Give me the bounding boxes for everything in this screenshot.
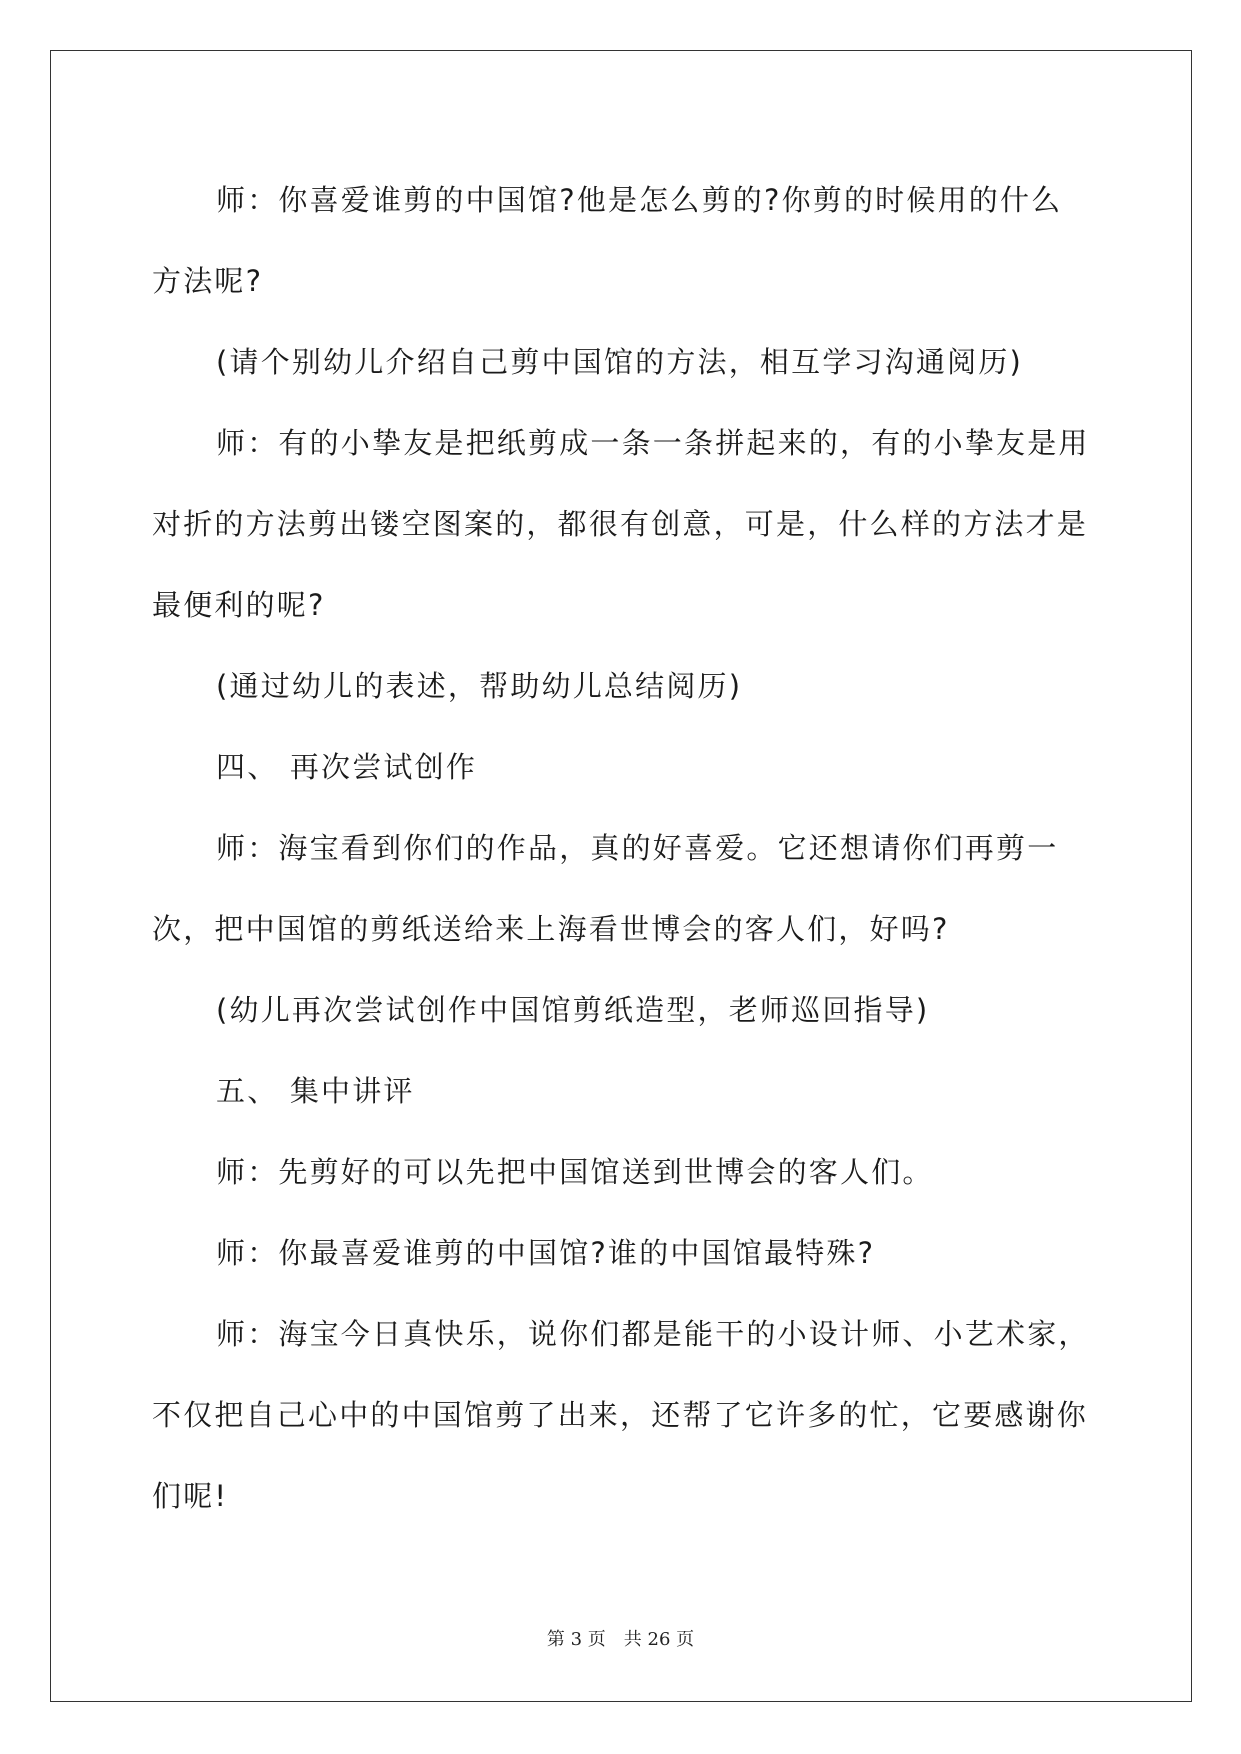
- page-number-footer: 第 3 页 共 26 页: [546, 1629, 695, 1650]
- section-heading: 五、 集中讲评: [216, 1074, 415, 1108]
- paragraph: (幼儿再次尝试创作中国馆剪纸造型，老师巡回指导): [216, 993, 930, 1027]
- section-heading: 四、 再次尝试创作: [216, 750, 478, 784]
- paragraph: 师：先剪好的可以先把中国馆送到世博会的客人们。: [216, 1155, 934, 1189]
- paragraph: (请个别幼儿介绍自己剪中国馆的方法，相互学习沟通阅历): [216, 345, 1024, 379]
- paragraph: (通过幼儿的表述，帮助幼儿总结阅历): [216, 669, 743, 703]
- document-body: [152, 160, 1092, 1537]
- paragraph: 师：海宝今日真快乐，说你们都是能干的小设计师、小艺术家，不仅把自己心中的中国馆剪了出来，还帮了它许多的忙，它要感谢你们呢!: [152, 1317, 1090, 1513]
- paragraph: 师：你喜爱谁剪的中国馆?他是怎么剪的?你剪的时候用的什么方法呢?: [152, 183, 1063, 298]
- paragraph: 师：你最喜爱谁剪的中国馆?谁的中国馆最特殊?: [216, 1236, 876, 1270]
- paragraph: 师：海宝看到你们的作品，真的好喜爱。它还想请你们再剪一次，把中国馆的剪纸送给来上海看世博会的客人们，好吗?: [152, 831, 1059, 946]
- paragraph: 师：有的小挚友是把纸剪成一条一条拼起来的，有的小挚友是用对折的方法剪出镂空图案的，都很有创意，可是，什么样的方法才是最便利的呢?: [152, 426, 1090, 622]
